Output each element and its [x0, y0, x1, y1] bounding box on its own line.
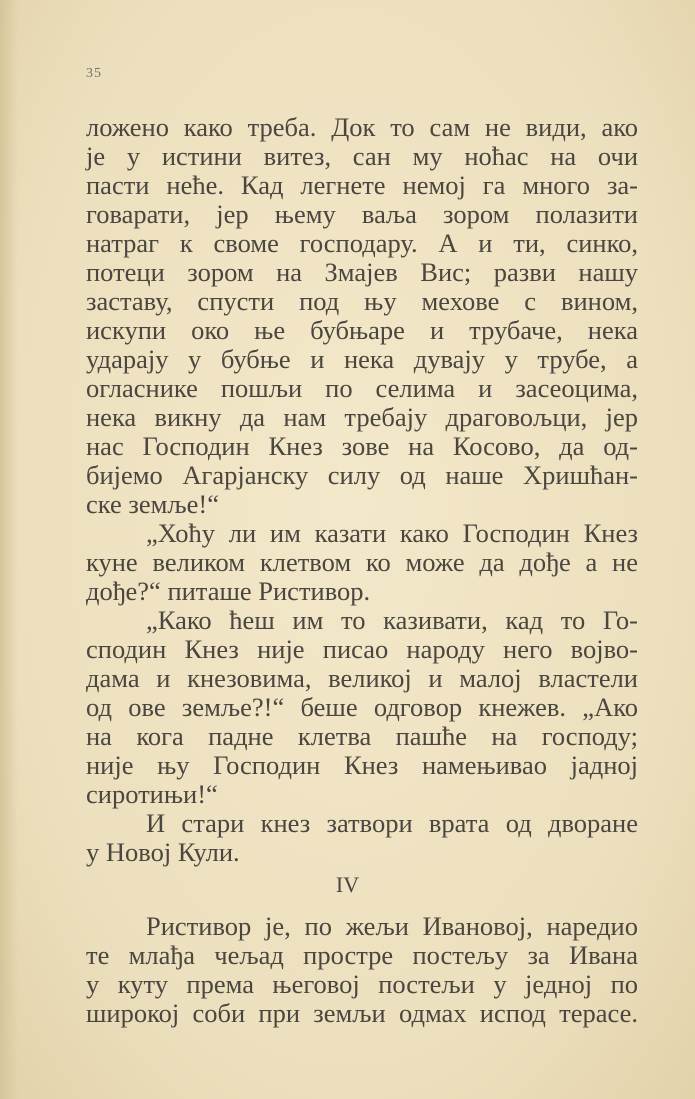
paragraph-1	[86, 113, 638, 519]
text-line: сподин Кнез није писао народу него војво-	[86, 634, 638, 664]
paragraph-5	[86, 912, 638, 1028]
paragraph-2	[86, 519, 638, 606]
text-line: пасти неће. Кад легнете немој га много за-	[86, 170, 638, 200]
page-edge-shadow	[0, 0, 18, 1099]
text-line: нека викну да нам требају драговољци, јер	[86, 402, 638, 432]
text-line: огласнике пошљи по селима и засеоцима,	[86, 373, 638, 403]
section-text	[86, 912, 638, 1028]
paragraph-4	[86, 809, 638, 867]
text-line: говарати, јер њему ваља зором полазити	[86, 199, 638, 229]
section-heading: IV	[335, 872, 360, 897]
text-line: нас Господин Кнез зове на Косово, да од-	[86, 431, 638, 461]
text-line: И стари кнез затвори врата од дворане	[146, 808, 638, 838]
page-number: 35	[86, 66, 102, 81]
text-line: сиротињи!“	[86, 779, 218, 809]
text-line: у Новој Кули.	[86, 837, 240, 867]
text-line: ударају у бубње и нека дувају у трубе, а	[86, 344, 638, 374]
text-line: „Како ћеш им то казивати, кад то Го-	[146, 605, 638, 635]
text-line: куне великом клетвом ко може да дође а не	[86, 547, 638, 577]
text-line: широкој соби при земљи одмах испод терасе.	[86, 998, 638, 1028]
text-line: бијемо Агарјанску силу од наше Хришћан-	[86, 460, 638, 490]
text-line: није њу Господин Кнез намењивао јадној	[86, 750, 638, 780]
text-line: натраг к своме господару. А и ти, синко,	[86, 228, 638, 258]
text-line: Ристивор је, по жељи Ивановој, наредио	[146, 911, 638, 941]
main-text	[86, 113, 638, 867]
text-line: „Хоћу ли им казати како Господин Кнез	[146, 518, 638, 548]
text-line: у куту према његовој постељи у једној по	[86, 969, 638, 999]
text-line: дама и кнезовима, великој и малој властели	[86, 663, 638, 693]
text-line: је у истини витез, сан му ноћас на очи	[86, 141, 638, 171]
text-line: на кога падне клетва пашће на господу;	[86, 721, 638, 751]
text-line: потеци зором на Змајев Вис; разви нашу	[86, 257, 638, 287]
text-line: дође?“ питаше Ристивор.	[86, 576, 371, 606]
text-line: ложено како треба. Док то сам не види, ако	[86, 112, 638, 142]
text-line: ске земље!“	[86, 489, 219, 519]
text-line: од ове земље?!“ беше одговор кнежев. „Ако	[86, 692, 638, 722]
paragraph-3	[86, 606, 638, 809]
text-line: заставу, спусти под њу мехове с вином,	[86, 286, 638, 316]
text-line: те млађа чељад простре постељу за Ивана	[86, 940, 638, 970]
text-line: искупи око ње бубњаре и трубаче, нека	[86, 315, 638, 345]
